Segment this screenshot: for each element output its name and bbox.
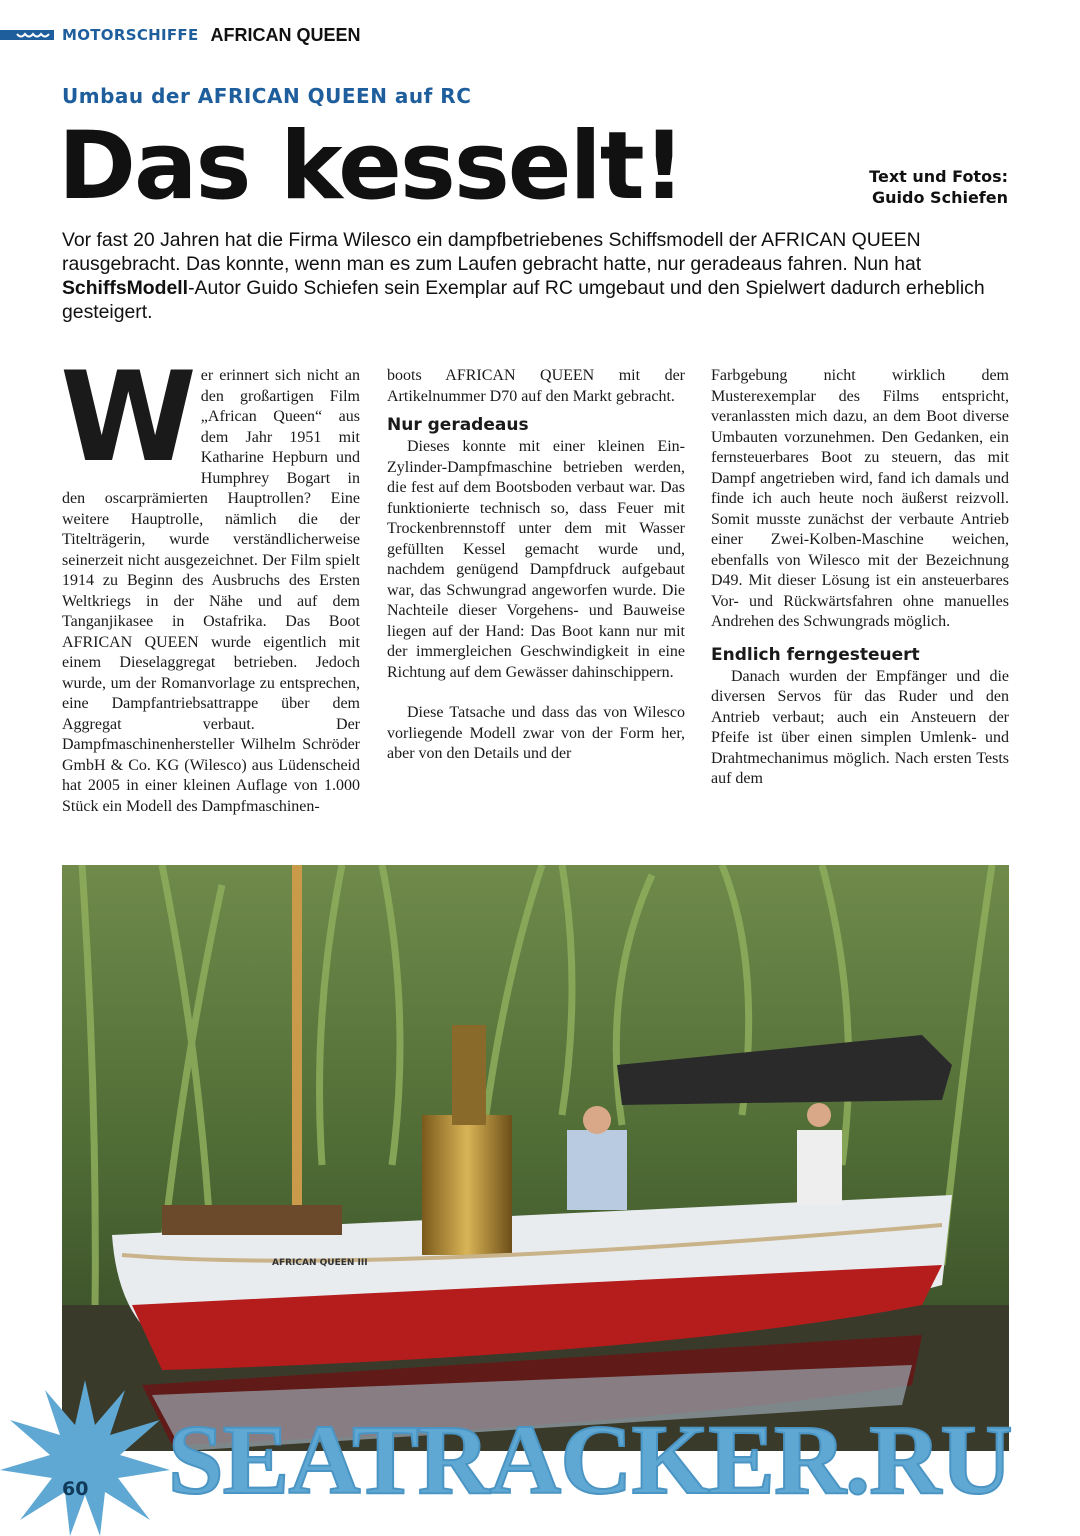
starburst-logo (0, 1380, 170, 1536)
column-1 (60, 346, 360, 817)
section-header (0, 24, 361, 46)
page-number: 60 (62, 1478, 89, 1500)
column-3 (711, 366, 1009, 790)
lead-brand: SchiffsModell (62, 277, 189, 299)
paragraph: Farbgebung nicht wirklich dem Musterexemplar des Films entspricht, veranlassten mich dazu, an dem Boot diverse Umbauten vorzunehmen. Den Gedanken, ein fernsteuerbares Boot zu steuern, das mit Dampf angetrieben wird, fand ich damals und finde ich auch heute noch äußerst reizvoll. Somit musste zunächst der verbaute Antrieb einer Zwei-Kolben-Maschine weichen, ebenfalls von Wilesco mit der Bezeichnung D49. Mit dieser Lösung ist ein ansteuerbares Vor- und Rückwärtsfahren ohne manuelles Andrehen des Schwungrads möglich. (711, 367, 1009, 630)
watermark: SEATRACKER.RU (168, 1404, 1012, 1515)
drop-cap: W (60, 346, 197, 490)
lead-text-2: -Autor Guido Schiefen sein Exemplar auf RC umgebaut und den Spielwert dadurch erheblich gesteigert. (62, 277, 985, 323)
author-credit (869, 166, 1008, 208)
boat-photo (62, 865, 1009, 1451)
subheading: Endlich ferngesteuert (711, 644, 920, 665)
section-label: MOTORSCHIFFE (62, 26, 199, 44)
lead-text-1: Vor fast 20 Jahren hat die Firma Wilesco ein dampfbetriebenes Schiffsmodell der AFRICAN QUEEN rausgebracht. Das konnte, wenn man es zum Laufen gebracht hatte, nur geradeaus fahren. Nun hat (62, 229, 922, 275)
credit-label: Text und Fotos: (869, 167, 1008, 186)
lead-paragraph (62, 228, 1002, 324)
paragraph: boots AFRICAN QUEEN mit der Artikelnummer D70 auf den Markt gebracht. (387, 367, 685, 405)
paragraph: er erinnert sich nicht an den großartigen Film „African Queen“ aus dem Jahr 1951 mit Katharine Hepburn und Humphrey Bogart in den oscarprämierten Hauptrollen? Eine weitere Hauptrolle, nämlich die der Titelträgerin, wurde verständlicherweise seinerzeit nicht ausgezeichnet. Der Film spielt 1914 zu Beginn des Ausbruchs des Ersten Weltkriegs in der Nähe und auf dem Tanganjikasee in Ostafrika. Das Boot AFRICAN QUEEN wurde eigentlich mit einem Dieselaggregat betrieben. Jedoch wurde, um der Romanvorlage zu entsprechen, eine Dampfantriebsattrappe über dem Aggregat verbaut. Der Dampfmaschinenhersteller Wilhelm Schröder GmbH & Co. KG (Wilesco) aus Lüdenscheid hat 2005 in einer kleinen Auflage von 1.000 Stück ein Modell des Dampfmaschinen- (62, 367, 360, 815)
subheading: Nur geradeaus (387, 415, 529, 435)
kicker: Umbau der AFRICAN QUEEN auf RC (62, 84, 472, 108)
paragraph: Danach wurden der Empfänger und die diversen Servos für das Ruder und den Antrieb verbaut; auch ein Ansteuern der Pfeife ist über einen simplen Umlenk- und Drahtmechanimus möglich. Nach ersten Tests auf dem (711, 667, 1009, 787)
topic-label: AFRICAN QUEEN (210, 24, 361, 45)
page-title: Das kesselt! (58, 112, 684, 221)
credit-name: Guido Schiefen (872, 188, 1008, 207)
paragraph: Dieses konnte mit einer kleinen Ein-Zylinder-Dampfmaschine betrieben werden, die fest auf dem Bootsboden verbaut war. Das funktionierte technisch so, dass Feuer mit Trockenbrennstoff unter dem mit Wasser gefüllten Kessel gemacht wurde und, nachdem genügend Dampfdruck aufgebaut war, das Schwungrad angeworfen wurde. Die Nachteile dieser Vorgehens- und Bauweise liegen auf der Hand: Das Boot kann nur mit der immergleichen Geschwindigkeit in eine Richtung auf dem Gewässer dahinschippern. (387, 438, 685, 681)
column-2 (387, 366, 685, 765)
waves-icon (0, 30, 54, 40)
paragraph: Diese Tatsache und dass das von Wilesco vorliegende Modell zwar von der Form her, aber von den Details und der (387, 704, 685, 762)
hull-name: AFRICAN QUEEN III (272, 1258, 368, 1268)
